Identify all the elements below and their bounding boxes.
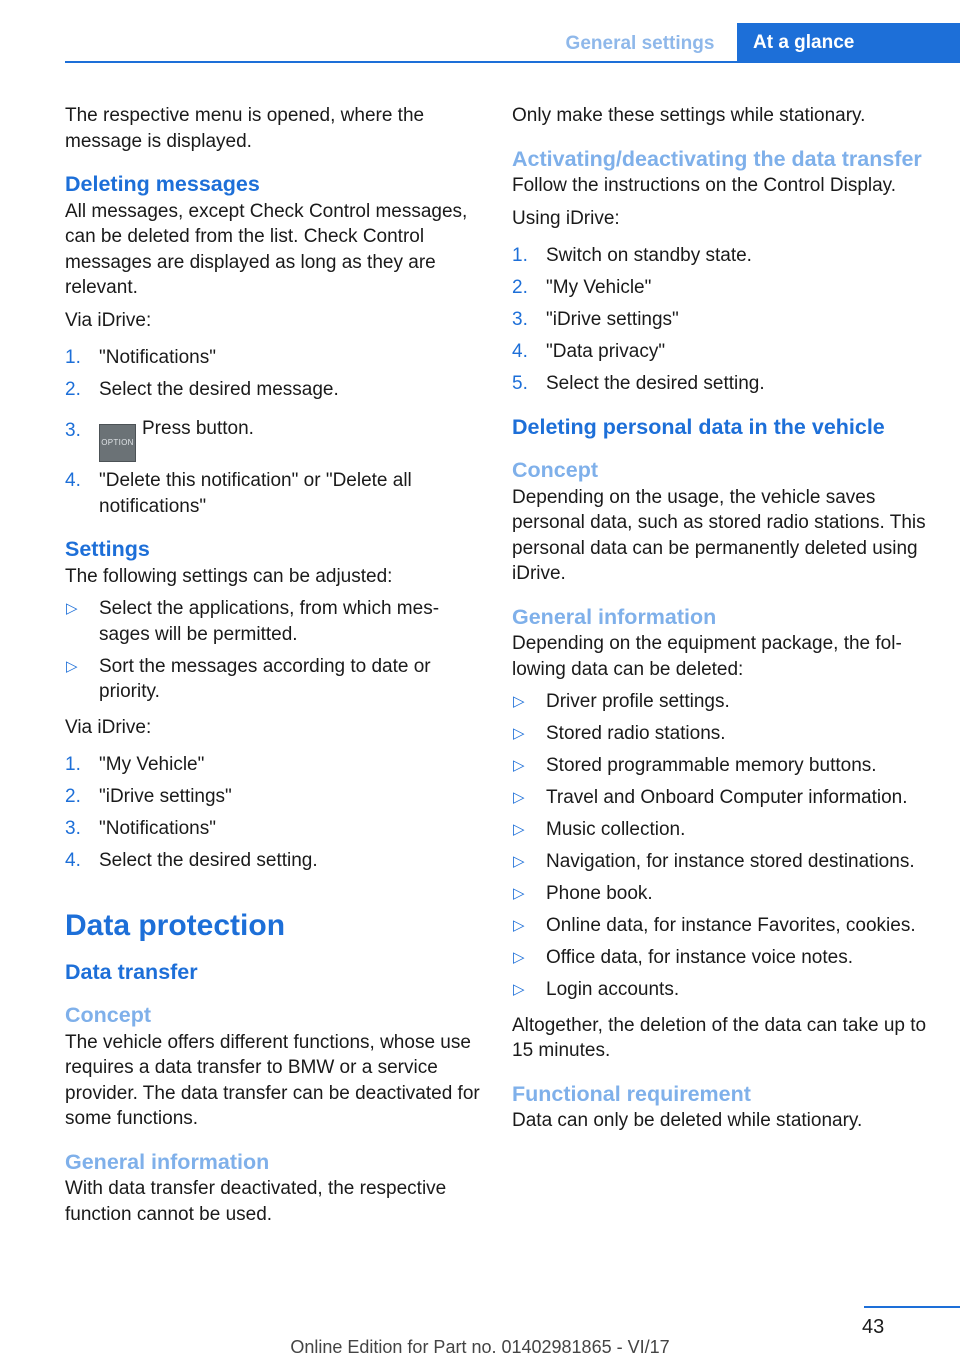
bullet-text: Sort the messages according to date or priority. [99, 655, 431, 702]
list-item [65, 816, 480, 842]
page-number: 43 [862, 1316, 885, 1338]
data-transfer-heading: Data transfer [65, 959, 198, 984]
list-item [512, 913, 927, 939]
settings-steps [65, 752, 480, 874]
stationary-note: Only make these settings while stationary. [512, 105, 866, 126]
step-number: 2. [65, 786, 81, 807]
step-number: 5. [512, 373, 528, 394]
triangle-bullet-icon: ▷ [513, 885, 525, 902]
section-tab: General settings [565, 33, 715, 54]
list-item [512, 849, 927, 875]
concept-heading: Concept [512, 458, 598, 482]
step-number: 3. [65, 419, 81, 441]
list-item [65, 848, 480, 874]
triangle-bullet-icon: ▷ [513, 981, 525, 998]
step-number: 1. [65, 754, 81, 775]
bullet-text: Music collection. [546, 819, 686, 840]
settings-body: The following settings can be adjusted: [65, 565, 393, 587]
list-item [65, 345, 480, 371]
step-number: 2. [65, 379, 81, 400]
left-column [65, 103, 480, 1234]
step-number: 4. [512, 341, 528, 362]
list-item [512, 753, 927, 779]
step-text: "Delete this notification" or "Delete all notifications" [99, 470, 412, 517]
triangle-bullet-icon: ▷ [66, 657, 78, 675]
active-tab: At a glance [737, 23, 960, 62]
list-item [65, 596, 480, 647]
list-item [512, 275, 927, 301]
step-number: 4. [65, 850, 81, 871]
bullet-text: Online data, for instance Favorites, cookies. [546, 915, 916, 936]
deletable-data-bullets [512, 689, 927, 1003]
step-text: "My Vehicle" [99, 754, 205, 775]
step-number: 1. [65, 347, 81, 368]
list-item [65, 416, 480, 462]
deleting-messages-steps [65, 345, 480, 519]
step-text: "iDrive settings" [546, 309, 679, 330]
settings-bullets [65, 596, 480, 705]
step-text: Press button. [142, 417, 254, 439]
bullet-text: Driver profile settings. [546, 691, 730, 712]
triangle-bullet-icon: ▷ [513, 917, 525, 934]
concept-heading: Concept [65, 1003, 151, 1027]
list-item [65, 654, 480, 705]
option-button-icon: OPTION [99, 424, 136, 462]
edition-footer: Online Edition for Part no. 01402981865 - VI/17 [290, 1337, 670, 1357]
deletion-duration-note: Altogether, the deletion of the data can take up to 15 minutes. [512, 1014, 927, 1061]
triangle-bullet-icon: ▷ [513, 853, 525, 870]
bullet-text: Stored programmable memory buttons. [546, 755, 877, 776]
triangle-bullet-icon: ▷ [513, 821, 525, 838]
bullet-text: Phone book. [546, 883, 653, 904]
triangle-bullet-icon: ▷ [513, 693, 525, 710]
step-number: 1. [512, 245, 528, 266]
data-protection-heading: Data protection [65, 908, 286, 942]
activating-steps [512, 243, 927, 397]
bullet-text: Login accounts. [546, 979, 680, 1000]
activating-heading: Activating/deactivating the data transfer [512, 146, 922, 171]
triangle-bullet-icon: ▷ [513, 725, 525, 742]
list-item [512, 785, 927, 811]
list-item [512, 721, 927, 747]
step-text: Switch on standby state. [546, 245, 752, 266]
general-information-heading: General information [65, 1149, 270, 1174]
general-information-body: With data transfer deactivated, the respective function cannot be used. [65, 1178, 447, 1225]
step-text: "Notifications" [99, 818, 216, 839]
list-item [65, 377, 480, 403]
right-column [512, 103, 927, 1141]
list-item [512, 689, 927, 715]
general-information-heading: General information [512, 604, 717, 629]
deleting-messages-heading: Deleting messages [65, 172, 260, 196]
functional-requirement-heading: Functional requirement [512, 1081, 751, 1106]
via-idrive-label: Via iDrive: [65, 309, 152, 331]
step-text: Select the desired setting. [546, 373, 765, 394]
step-number: 4. [65, 470, 81, 491]
intro-text: The respective menu is opened, where the message is displayed. [65, 105, 425, 152]
activating-body: Follow the instructions on the Control Display. [512, 175, 897, 196]
bullet-text: Office data, for instance voice notes. [546, 947, 853, 968]
triangle-bullet-icon: ▷ [513, 789, 525, 806]
step-text: Select the desired setting. [99, 850, 318, 871]
step-text: "iDrive settings" [99, 786, 232, 807]
triangle-bullet-icon: ▷ [66, 600, 78, 617]
header-rule [65, 61, 960, 63]
list-item [512, 307, 927, 333]
list-item [512, 881, 927, 907]
triangle-bullet-icon: ▷ [513, 949, 525, 966]
list-item [512, 243, 927, 269]
bullet-text: Travel and Onboard Computer information. [546, 787, 908, 808]
deleting-personal-data-heading: Deleting personal data in the vehicle [512, 414, 885, 439]
general-information-body: Depending on the equipment package, the following data can be deleted: [512, 633, 902, 680]
step-text: "Notifications" [99, 347, 216, 368]
list-item [65, 468, 480, 519]
triangle-bullet-icon: ▷ [513, 757, 525, 774]
list-item [65, 784, 480, 810]
using-idrive-label: Using iDrive: [512, 207, 620, 229]
step-text: "My Vehicle" [546, 277, 652, 298]
page-number-rule [864, 1306, 960, 1308]
step-text: Select the desired message. [99, 379, 339, 400]
step-number: 3. [512, 309, 528, 330]
list-item [512, 371, 927, 397]
via-idrive-label: Via iDrive: [65, 716, 152, 738]
step-number: 2. [512, 277, 528, 298]
step-number: 3. [65, 818, 81, 839]
bullet-text: Navigation, for instance stored destinations. [546, 851, 915, 872]
list-item [512, 945, 927, 971]
list-item [512, 339, 927, 365]
list-item [512, 817, 927, 843]
functional-requirement-body: Data can only be deleted while stationary. [512, 1110, 863, 1131]
deleting-messages-body: All messages, except Check Control messages, can be deleted from the list. Check Control messages are displayed as long as they are relevant. [65, 200, 468, 298]
list-item [65, 752, 480, 778]
settings-heading: Settings [65, 537, 150, 561]
list-item [512, 977, 927, 1003]
bullet-text: Stored radio stations. [546, 723, 726, 744]
bullet-text: Select the applications, from which messages will be permitted. [99, 598, 440, 645]
concept-body: The vehicle offers different functions, whose use requires a data transfer to BMW or a service provider. The data transfer can be deactivated for some functions. [65, 1031, 480, 1129]
concept-body: Depending on the usage, the vehicle saves personal data, such as stored radio stations. This personal data can be permanently deleted using iDrive. [512, 486, 926, 584]
step-text: "Data privacy" [546, 341, 666, 362]
